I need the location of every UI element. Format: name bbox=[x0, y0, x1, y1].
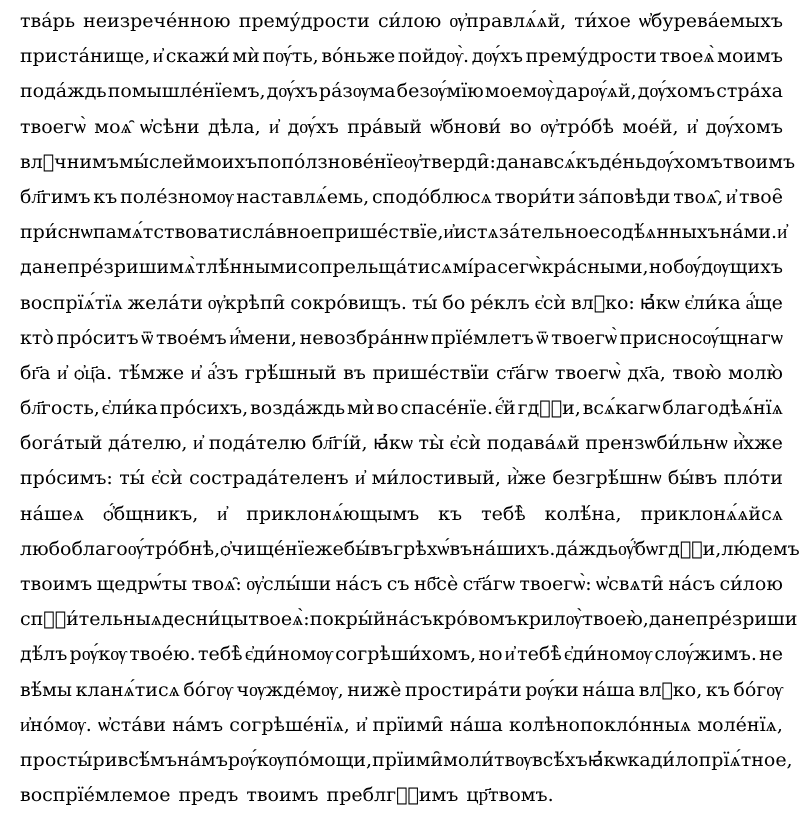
word: дѹ́хомъ bbox=[637, 80, 716, 103]
word: влⷣко, bbox=[638, 678, 703, 701]
word: всѧ́къ bbox=[542, 150, 600, 173]
word: ре́клъ bbox=[470, 291, 530, 314]
word: на́шихъ. bbox=[472, 537, 556, 560]
word: слѹ́жимъ. bbox=[654, 643, 757, 666]
word: рѹ́кѹ bbox=[69, 643, 128, 666]
word: є҆сѝ bbox=[534, 291, 567, 314]
text-line bbox=[20, 778, 783, 813]
word: присносѹ́щнагѡ bbox=[619, 326, 783, 349]
text-line bbox=[20, 4, 783, 39]
word: прїими̑ bbox=[372, 713, 444, 736]
word: мое́й, bbox=[622, 115, 679, 138]
word: ѡ҆ста́ви bbox=[98, 713, 166, 736]
word: вѣ́мы bbox=[20, 678, 73, 701]
word: согрѣше́нїѧ, bbox=[229, 713, 350, 736]
word: и҆ bbox=[190, 361, 201, 384]
word: жела́ти bbox=[127, 291, 203, 314]
word: не bbox=[43, 256, 68, 279]
word: крилѹ̀ bbox=[516, 608, 583, 631]
word: и҆ bbox=[356, 713, 367, 736]
word: безгрѣ́шнѡ bbox=[552, 467, 662, 490]
word: неизрече́нною bbox=[83, 10, 231, 32]
word: прише́ствїе, bbox=[321, 221, 444, 244]
word: ѻ҆́бщникъ, bbox=[103, 502, 199, 525]
word: лю́демъ bbox=[721, 537, 800, 560]
word: пода́ждь bbox=[20, 80, 107, 103]
word: кра́сными, bbox=[541, 256, 649, 279]
word: не bbox=[759, 643, 783, 666]
word: молю̀ bbox=[728, 361, 783, 384]
word: бо́гѹ bbox=[183, 678, 233, 701]
word: ѹ҆́бѡ bbox=[617, 537, 659, 560]
word: и҆ bbox=[726, 185, 737, 208]
word: ꙗ҆́кѡ bbox=[587, 748, 628, 771]
word: возда́ждь bbox=[250, 397, 346, 420]
word: колѣ́на, bbox=[544, 502, 622, 525]
word: ра́зѹма bbox=[318, 80, 396, 103]
text-line bbox=[20, 39, 783, 74]
word: пра́вый bbox=[347, 115, 422, 138]
word: любоблагоѹ́тро́бнѣ, bbox=[20, 537, 221, 560]
word: на́мъ bbox=[177, 748, 228, 771]
word: твоимъ bbox=[722, 150, 796, 173]
word: сострада́теленъ bbox=[189, 467, 349, 490]
word: твою̀ bbox=[672, 361, 722, 384]
word: мѝ bbox=[347, 397, 375, 420]
word: и҆ bbox=[152, 45, 164, 68]
text-line bbox=[20, 673, 783, 708]
word: дѹ́хомъ bbox=[645, 150, 723, 173]
word: истѧза́тельное bbox=[453, 221, 600, 244]
word: ты́ bbox=[411, 291, 438, 314]
word: дѹ́хъ bbox=[287, 115, 339, 138]
word: влⷣко: bbox=[570, 291, 635, 314]
word: ѡ҆бурева́емыхъ bbox=[638, 10, 783, 32]
word: на́ми. bbox=[719, 221, 778, 244]
word: прїе́млетъ bbox=[430, 326, 534, 349]
word: наставлѧ́емь, bbox=[236, 185, 370, 208]
text-line bbox=[20, 356, 783, 391]
word: предъ bbox=[178, 784, 239, 807]
word: си́лою bbox=[377, 10, 442, 32]
word: твоимъ bbox=[20, 573, 93, 595]
word: сокро́вищъ. bbox=[290, 291, 407, 314]
word: прїѧ́тное, bbox=[698, 748, 793, 771]
word: на́съ bbox=[668, 573, 716, 595]
word: дѹ́хъ bbox=[266, 80, 318, 103]
word: прему́дрости bbox=[525, 45, 657, 68]
word: тва́рь bbox=[20, 10, 76, 32]
word: и҆ bbox=[777, 221, 788, 244]
word: твоегѡ̀ bbox=[20, 115, 86, 138]
word: пре́зриши bbox=[695, 608, 798, 631]
word: ѹ҆правлѧ́ѧй, bbox=[449, 10, 567, 32]
word: тебѣ̀ bbox=[197, 643, 243, 666]
word: пѹ́ть, bbox=[262, 45, 319, 68]
word: моле́нїѧ, bbox=[697, 713, 783, 736]
word: кади́ло bbox=[627, 748, 699, 771]
word: бл҃гимъ bbox=[20, 185, 91, 208]
word: ѡ҆бнови́ bbox=[430, 115, 502, 138]
text-line bbox=[20, 532, 800, 567]
word: приста́нище, bbox=[20, 45, 151, 68]
word: твоеѧ̀ bbox=[659, 45, 715, 68]
word: твоею̀, bbox=[582, 608, 649, 631]
text-line bbox=[20, 391, 783, 426]
word: во́ньже bbox=[321, 45, 396, 68]
word: мѝ bbox=[232, 45, 260, 68]
word: приклонѧ́ѧйсѧ bbox=[640, 502, 783, 525]
word: къ bbox=[93, 185, 118, 208]
word: твоегѡ̀ bbox=[551, 326, 617, 349]
word: цр҃твомъ. bbox=[466, 784, 554, 807]
word: ты̀ bbox=[418, 432, 445, 455]
word: спⷭ҇и́тельныѧ bbox=[20, 608, 162, 631]
word: сегѡ̀ bbox=[497, 256, 542, 279]
word: на́ша bbox=[449, 713, 503, 736]
word: мѧ̀ bbox=[169, 256, 196, 279]
word: тѣ́мже bbox=[118, 361, 185, 384]
word: гдⷭ҇и, bbox=[517, 397, 581, 420]
word: да́телю, bbox=[108, 432, 188, 455]
text-line bbox=[20, 426, 783, 461]
word: всѣ́мъ bbox=[117, 748, 178, 771]
word: чѹжде́мѹ, bbox=[236, 678, 344, 701]
word: и҆̀хже bbox=[733, 432, 783, 455]
word: є҆ли́ка bbox=[101, 397, 158, 420]
word: твоѧ̑, bbox=[673, 185, 724, 208]
word: твори́ти bbox=[494, 185, 576, 208]
word: дх҃а, bbox=[627, 361, 666, 384]
word: твое̑ bbox=[739, 185, 783, 208]
word: прише́ствїи bbox=[372, 361, 490, 384]
word: твоимъ bbox=[246, 784, 319, 807]
word: къ bbox=[438, 502, 463, 525]
text-line bbox=[20, 180, 783, 215]
word: безѹ́мїю bbox=[396, 80, 484, 103]
word: да́ждь bbox=[555, 537, 618, 560]
word: ѻ҆ц҃а. bbox=[73, 361, 113, 384]
word: рѹ́кѹ bbox=[227, 748, 286, 771]
word: ѹ҆тро́бѣ bbox=[540, 115, 614, 138]
word: подава́ѧй bbox=[486, 432, 580, 455]
word: но bbox=[648, 256, 673, 279]
word: ѡ҆свѧти̑ bbox=[596, 573, 664, 595]
word: да bbox=[495, 150, 519, 173]
word: не bbox=[671, 608, 696, 631]
text-line bbox=[20, 602, 798, 637]
word: десни́цы bbox=[161, 608, 249, 631]
word: содѣ́ѧнныхъ bbox=[599, 221, 720, 244]
word: на́съ bbox=[335, 573, 383, 595]
word: моихъ bbox=[195, 150, 258, 173]
text-line bbox=[20, 321, 783, 356]
word: скажи́ bbox=[165, 45, 230, 68]
word: и҆но́мѹ. bbox=[20, 713, 92, 736]
text-line bbox=[20, 461, 783, 496]
word: бы́въ bbox=[343, 537, 394, 560]
word: ѹ҆слы́ши bbox=[246, 573, 332, 595]
word: моли́твѹ bbox=[443, 748, 532, 771]
word: бг҃а bbox=[20, 361, 51, 384]
word: кто̀ bbox=[20, 326, 54, 349]
word: про́ситъ bbox=[56, 326, 139, 349]
word: дѹ́хомъ bbox=[705, 115, 783, 138]
word: но bbox=[478, 643, 503, 666]
text-line bbox=[20, 250, 783, 285]
word: гдⷭ҇и, bbox=[658, 537, 722, 560]
word: є҆сѝ bbox=[151, 467, 183, 490]
word: въ bbox=[343, 361, 366, 384]
word: а҆́зъ bbox=[207, 361, 239, 384]
word: мы́слей bbox=[118, 150, 196, 173]
word: и҆ bbox=[217, 502, 228, 525]
word: памѧ́тствовати bbox=[92, 221, 242, 244]
word: ѡ҆сѣни bbox=[140, 115, 200, 138]
word: поле́зномѹ bbox=[120, 185, 234, 208]
word: согрѣши́хомъ, bbox=[335, 643, 477, 666]
word: си́лою bbox=[719, 573, 783, 595]
word: воспрїе́млемое bbox=[20, 784, 171, 807]
word: моимъ bbox=[717, 45, 783, 68]
word: кланѧ́тисѧ bbox=[75, 678, 180, 701]
word: и҆ bbox=[193, 432, 204, 455]
word: на́ша bbox=[582, 678, 636, 701]
word: за́повѣди bbox=[578, 185, 671, 208]
word: и҆ bbox=[686, 115, 698, 138]
word: всѣ́хъ bbox=[531, 748, 588, 771]
word: на bbox=[518, 150, 543, 173]
text-line bbox=[20, 110, 783, 145]
text-line bbox=[20, 286, 783, 321]
word: тлѣ́нными bbox=[195, 256, 298, 279]
word: бо́гѹ bbox=[733, 678, 783, 701]
word: є҆́й bbox=[494, 397, 516, 420]
word: же bbox=[315, 537, 344, 560]
word: твое́мъ bbox=[155, 326, 227, 349]
word: и҆ bbox=[269, 115, 280, 138]
word: прему́дрости bbox=[238, 10, 370, 32]
word: ѻ҆чище́нїе bbox=[220, 537, 316, 560]
word: при́снѡ bbox=[20, 221, 93, 244]
word: и҆ bbox=[57, 361, 68, 384]
word: на́съ bbox=[385, 608, 433, 631]
text-line bbox=[20, 497, 783, 532]
word: тебѣ̀ bbox=[517, 643, 562, 666]
word: и҆̀же bbox=[507, 467, 547, 490]
word: бы́въ bbox=[667, 467, 718, 490]
word: бл҃гі́й, bbox=[311, 432, 368, 455]
word: кро́вомъ bbox=[432, 608, 517, 631]
word: невозбра́ннѡ bbox=[299, 326, 429, 349]
word: ми́лостивый, bbox=[371, 467, 501, 490]
word: нб҃сѐ bbox=[413, 573, 459, 595]
word: да bbox=[648, 608, 672, 631]
word: грѣ́шный bbox=[244, 361, 337, 384]
word: помышле́нїемъ, bbox=[107, 80, 266, 103]
word: рѹ́ки bbox=[525, 678, 579, 701]
word: ст҃а́гѡ bbox=[462, 573, 515, 595]
word: къ bbox=[705, 678, 730, 701]
word: и҆ bbox=[355, 467, 366, 490]
word: влⷣчнимъ bbox=[20, 150, 119, 173]
word: во bbox=[376, 397, 399, 420]
word: во bbox=[509, 115, 532, 138]
word: ꙗ҆́кѡ bbox=[639, 291, 680, 314]
word: да bbox=[20, 256, 44, 279]
word: ты́ bbox=[119, 467, 145, 490]
word: прензѡби́льнѡ bbox=[585, 432, 728, 455]
word: дарѹ́ѧй, bbox=[554, 80, 637, 103]
word: по́мощи, bbox=[285, 748, 373, 771]
word: ѿ bbox=[141, 326, 154, 349]
word: на́мъ bbox=[172, 713, 224, 736]
word: колѣнопокло́нныѧ bbox=[509, 713, 692, 736]
word: приклонѧ́ющымъ bbox=[246, 502, 420, 525]
word: и҆ bbox=[504, 643, 515, 666]
word: щедрѡ́ты bbox=[96, 573, 188, 595]
word: ꙗ҆́кѡ bbox=[373, 432, 413, 455]
word: покры́й bbox=[309, 608, 386, 631]
word: твоеѧ̀: bbox=[248, 608, 310, 631]
word: простира́ти bbox=[404, 678, 522, 701]
word: преблгⷭ҇имъ bbox=[326, 784, 459, 807]
text-line bbox=[20, 708, 783, 743]
word: всѧ́кагѡ bbox=[582, 397, 661, 420]
word: ѹ҆тверди̑: bbox=[403, 150, 496, 173]
word: дѹ́хъ bbox=[471, 45, 523, 68]
text-line bbox=[20, 74, 783, 109]
word: бога́тый bbox=[20, 432, 103, 455]
word: про́симъ: bbox=[20, 467, 113, 490]
word: стра́ха bbox=[716, 80, 783, 103]
word: ти́хое bbox=[574, 10, 631, 32]
word: на́шеѧ bbox=[20, 502, 85, 525]
word: благодѣѧ́нїѧ bbox=[662, 397, 783, 420]
word: моѧ̑ bbox=[94, 115, 132, 138]
word: ѿ bbox=[536, 326, 549, 349]
text-line bbox=[20, 743, 793, 778]
word: бл҃гость, bbox=[20, 397, 100, 420]
word: тебѣ̀ bbox=[481, 502, 526, 525]
word: пойдѹ̀. bbox=[397, 45, 470, 68]
word: пло́ти bbox=[723, 467, 783, 490]
word: твоегѡ̀: bbox=[519, 573, 592, 595]
text-line bbox=[20, 215, 788, 250]
text-line bbox=[20, 145, 796, 180]
word: твоегѡ̀ bbox=[554, 361, 621, 384]
word: просты́ри bbox=[20, 748, 118, 771]
word: пода́телю bbox=[208, 432, 307, 455]
word: бѹ́дѹщихъ bbox=[673, 256, 783, 279]
text-line bbox=[20, 637, 783, 672]
word: моемѹ̀ bbox=[484, 80, 554, 103]
word: ѹ҆крѣпи̑ bbox=[207, 291, 286, 314]
word: ст҃а́гѡ bbox=[496, 361, 549, 384]
word: бо bbox=[442, 291, 466, 314]
word: а҆́ще bbox=[745, 291, 783, 314]
text-line bbox=[20, 567, 783, 602]
word: пре́зриши bbox=[67, 256, 170, 279]
word: сподо́блюсѧ bbox=[372, 185, 492, 208]
word: про́сихъ, bbox=[159, 397, 249, 420]
word: є҆ди́номѹ bbox=[564, 643, 653, 666]
word: є҆ди́номѹ bbox=[244, 643, 333, 666]
word: мі́ра bbox=[452, 256, 497, 279]
word: спасе́нїе. bbox=[400, 397, 493, 420]
word: сопрельща́тисѧ bbox=[297, 256, 453, 279]
word: грѣхѡ́въ bbox=[393, 537, 473, 560]
word: съ bbox=[386, 573, 410, 595]
word: прїими̑ bbox=[372, 748, 444, 771]
word: дѣ́лъ bbox=[20, 643, 68, 666]
word: дѣла, bbox=[208, 115, 261, 138]
word: и҆ bbox=[443, 221, 454, 244]
word: є҆ли́ка bbox=[684, 291, 741, 314]
word: є҆сѝ bbox=[449, 432, 482, 455]
word: де́нь bbox=[599, 150, 646, 173]
word: попо́лзнове́нїе bbox=[257, 150, 404, 173]
word: и҆́мени, bbox=[229, 326, 297, 349]
word: твоѧ̑: bbox=[191, 573, 242, 595]
word: сла́вное bbox=[241, 221, 322, 244]
word: воспрїѧ́тїѧ bbox=[20, 291, 123, 314]
word: нижѐ bbox=[347, 678, 402, 701]
word: твое́ю. bbox=[129, 643, 196, 666]
